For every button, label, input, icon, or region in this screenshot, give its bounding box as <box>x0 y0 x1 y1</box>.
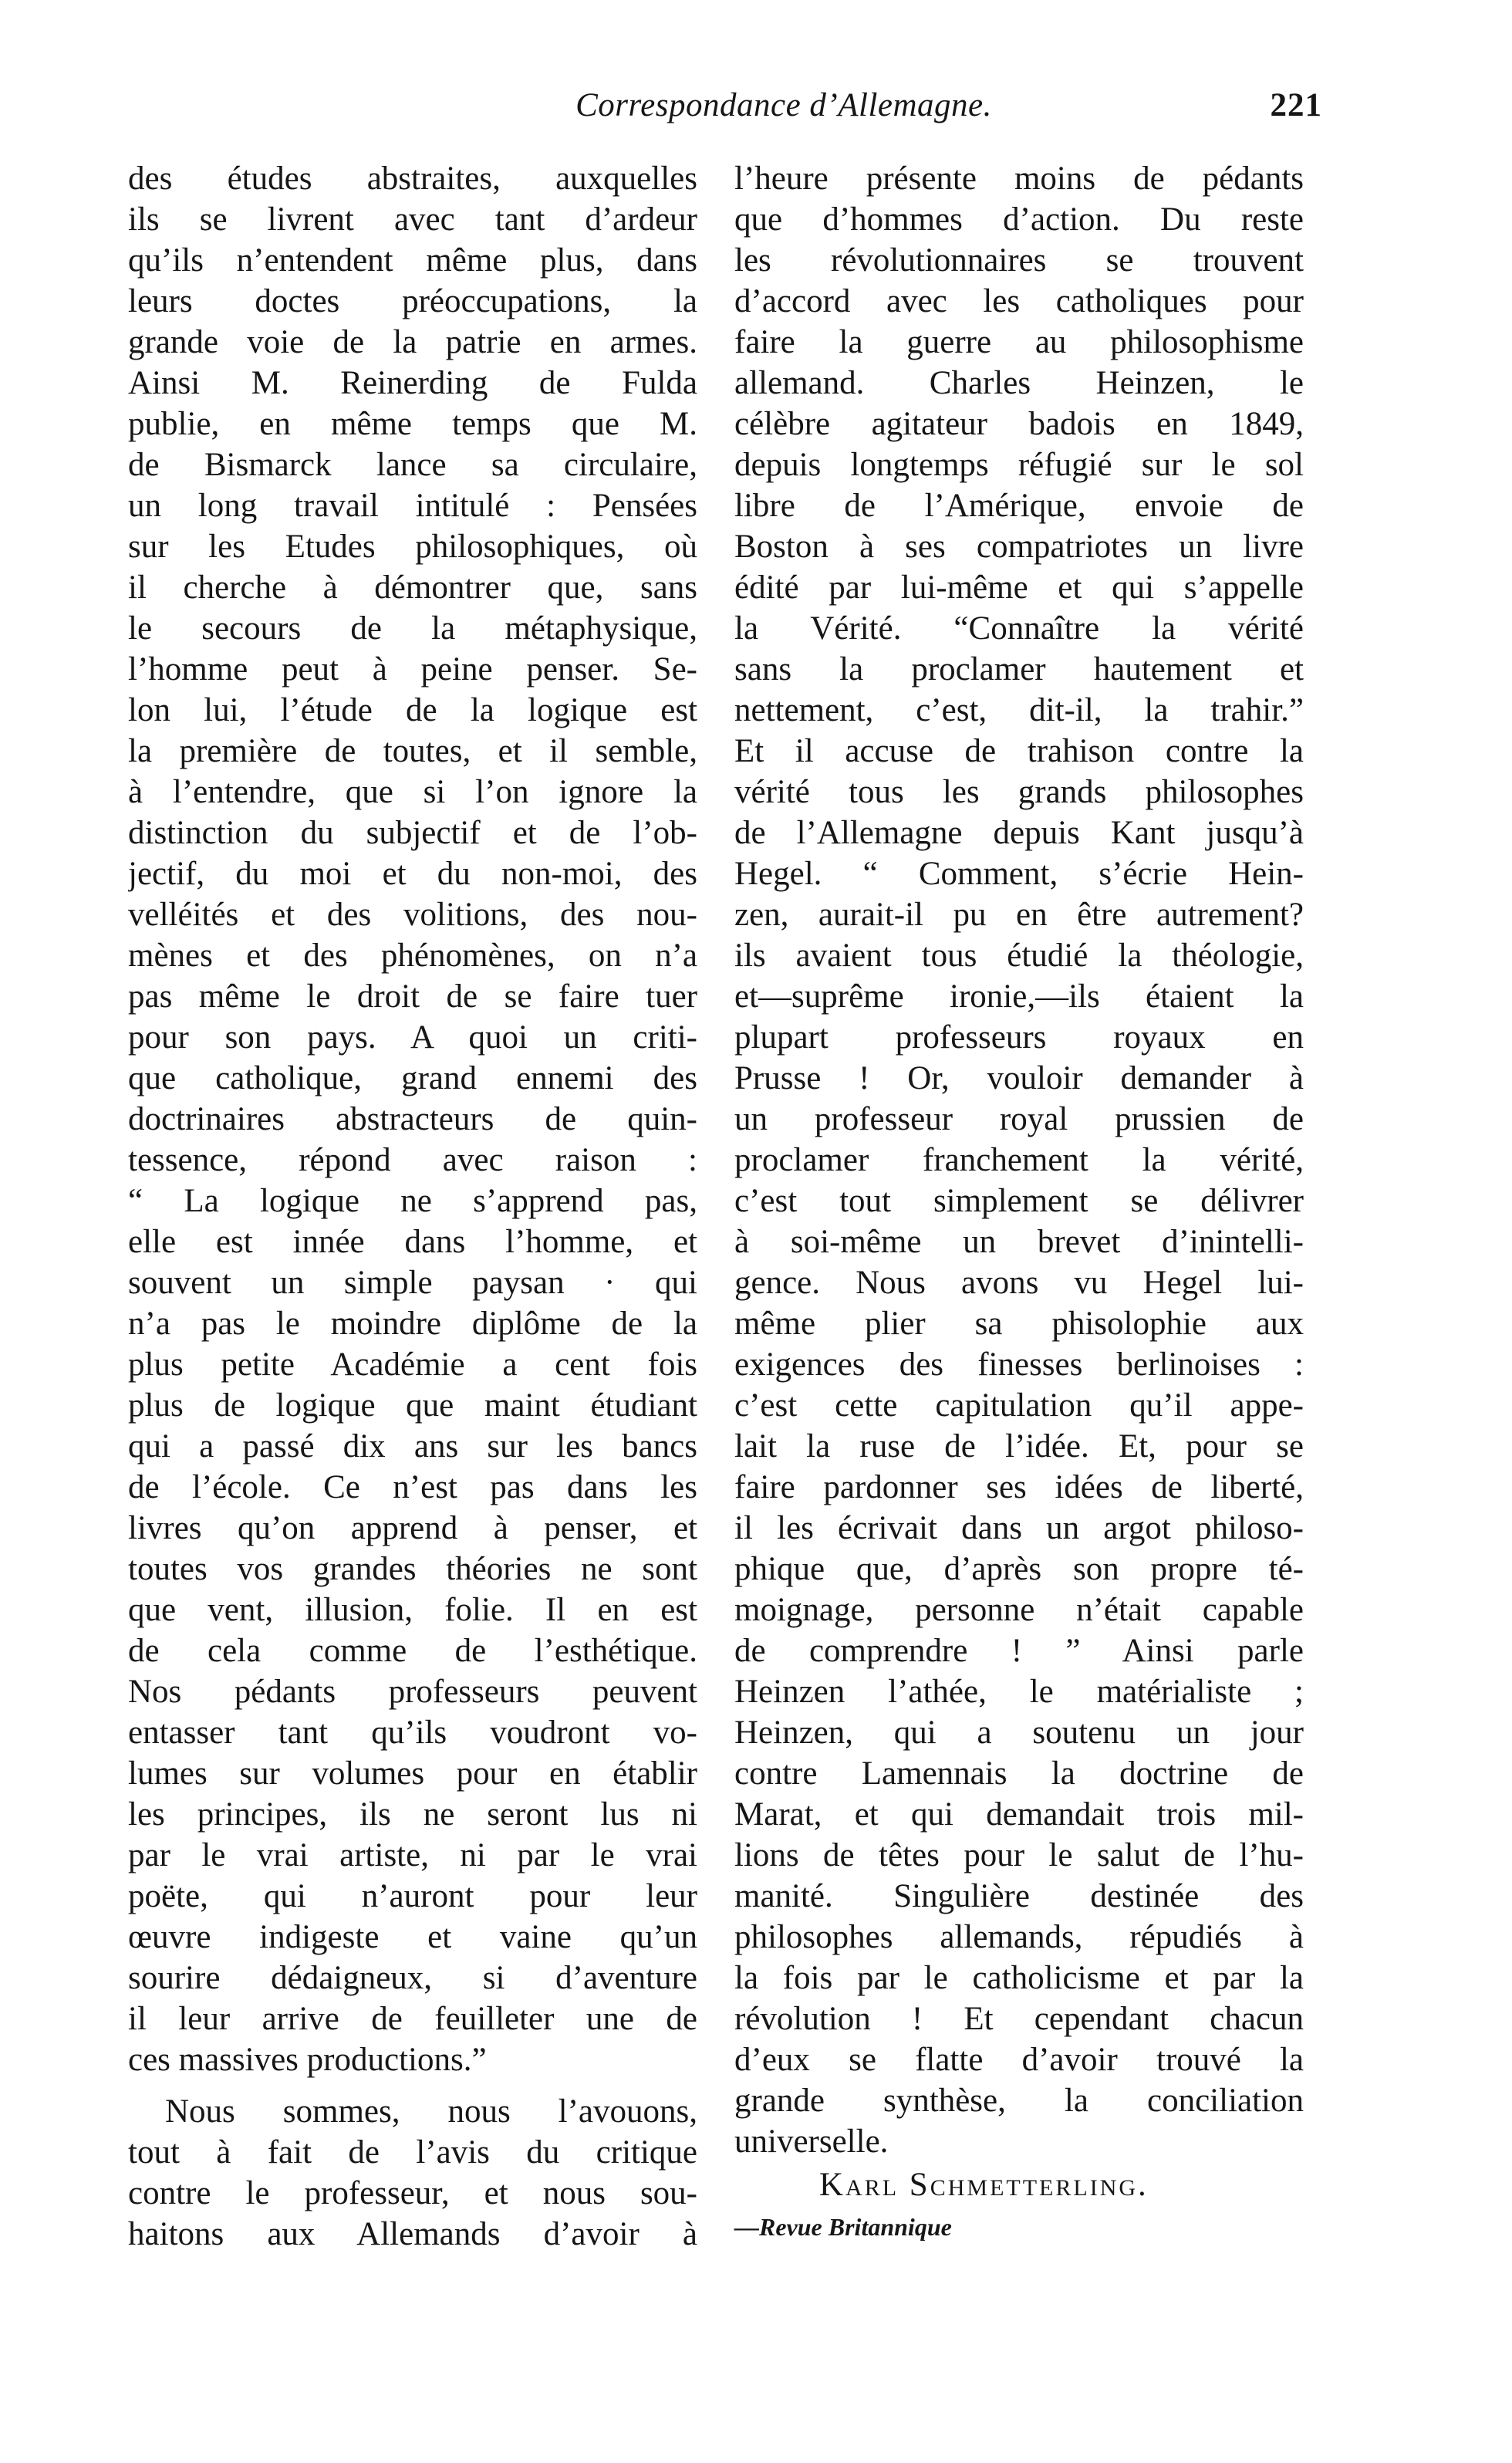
page-number: 221 <box>1270 87 1322 123</box>
text-line: poëte, qui n’auront pour leur <box>128 1878 697 1914</box>
text-line: pour son pays. A quoi un criti- <box>128 1019 697 1056</box>
text-line: l’heure présente moins de pédants <box>734 160 1304 197</box>
text-line: exigences des finesses berlinoises : <box>734 1346 1304 1383</box>
text-line: des études abstraites, auxquelles <box>128 160 697 197</box>
text-line: Et il accuse de trahison contre la <box>734 733 1304 769</box>
text-line: mènes et des phénomènes, on n’a <box>128 938 697 974</box>
text-line: ils se livrent avec tant d’ardeur <box>128 201 697 238</box>
text-line: à soi-même un brevet d’inintelli- <box>734 1224 1304 1260</box>
text-line: sourire dédaigneux, si d’aventure <box>128 1960 697 1996</box>
text-line: même plier sa phisolophie aux <box>734 1306 1304 1342</box>
text-line: à l’entendre, que si l’on ignore la <box>128 774 697 810</box>
text-line: plus petite Académie a cent fois <box>128 1346 697 1383</box>
running-head <box>128 86 1322 133</box>
text-line: manité. Singulière destinée des <box>734 1878 1304 1914</box>
text-line: phique que, d’après son propre té- <box>734 1551 1304 1587</box>
text-line: qui a passé dix ans sur les bancs <box>128 1428 697 1465</box>
text-line: entasser tant qu’ils voudront vo- <box>128 1715 697 1751</box>
text-line: lait la ruse de l’idée. Et, pour se <box>734 1428 1304 1465</box>
text-line: de l’Allemagne depuis Kant jusqu’à <box>734 815 1304 851</box>
text-line: universelle. <box>734 2123 889 2160</box>
text-line: velléités et des volitions, des nou- <box>128 897 697 933</box>
text-line: libre de l’Amérique, envoie de <box>734 488 1304 524</box>
text-line: jectif, du moi et du non-moi, des <box>128 856 697 892</box>
text-line: de l’école. Ce n’est pas dans les <box>128 1469 697 1505</box>
text-line: il leur arrive de feuilleter une de <box>128 2001 697 2037</box>
text-line: toutes vos grandes théories ne sont <box>128 1551 697 1587</box>
text-line: il les écrivait dans un argot philoso- <box>734 1510 1304 1546</box>
text-line: nettement, c’est, dit-il, la trahir.” <box>734 692 1304 728</box>
text-line: livres qu’on apprend à penser, et <box>128 1510 697 1546</box>
paragraph-gap <box>128 2080 697 2091</box>
text-line: édité par lui-même et qui s’appelle <box>734 569 1304 606</box>
text-line: ils avaient tous étudié la théologie, <box>734 938 1304 974</box>
text-line: la première de toutes, et il semble, <box>128 733 697 769</box>
text-line: doctrinaires abstracteurs de quin- <box>128 1101 697 1137</box>
text-line: depuis longtemps réfugié sur le sol <box>734 447 1304 483</box>
text-line: lon lui, l’étude de la logique est <box>128 692 697 728</box>
text-line: haitons aux Allemands d’avoir à <box>128 2216 697 2252</box>
text-line: de cela comme de l’esthétique. <box>128 1633 697 1669</box>
text-line: vérité tous les grands philosophes <box>734 774 1304 810</box>
text-line: allemand. Charles Heinzen, le <box>734 365 1304 401</box>
text-line: un professeur royal prussien de <box>734 1101 1304 1137</box>
text-line: faire pardonner ses idées de liberté, <box>734 1469 1304 1505</box>
text-line: d’accord avec les catholiques pour <box>734 283 1304 319</box>
text-line: qu’ils n’entendent même plus, dans <box>128 242 697 279</box>
running-title: Correspondance d’Allemagne. <box>575 87 992 123</box>
text-line: Marat, et qui demandait trois mil- <box>734 1796 1304 1833</box>
text-line: un long travail intitulé : Pensées <box>128 488 697 524</box>
text-line: par le vrai artiste, ni par le vrai <box>128 1837 697 1873</box>
text-line: publie, en même temps que M. <box>128 406 697 442</box>
text-line: lumes sur volumes pour en établir <box>128 1755 697 1792</box>
text-line: ces massives productions.” <box>128 2042 487 2078</box>
text-line: Boston à ses compatriotes un livre <box>734 529 1304 565</box>
text-line: grande synthèse, la conciliation <box>734 2083 1304 2119</box>
text-line: Nos pédants professeurs peuvent <box>128 1674 697 1710</box>
text-line: contre le professeur, et nous sou- <box>128 2175 697 2211</box>
text-line: il cherche à démontrer que, sans <box>128 569 697 606</box>
text-line: l’homme peut à peine penser. Se- <box>128 651 697 688</box>
text-line: Heinzen l’athée, le matérialiste ; <box>734 1674 1304 1710</box>
text-line: la fois par le catholicisme et par la <box>734 1960 1304 1996</box>
text-line: Hegel. “ Comment, s’écrie Hein- <box>734 856 1304 892</box>
text-line: les révolutionnaires se trouvent <box>734 242 1304 279</box>
text-line: pas même le droit de se faire tuer <box>128 978 697 1015</box>
text-line: proclamer franchement la vérité, <box>734 1142 1304 1178</box>
text-line: contre Lamennais la doctrine de <box>734 1755 1304 1792</box>
text-line: tout à fait de l’avis du critique <box>128 2134 697 2171</box>
text-line: lions de têtes pour le salut de l’hu- <box>734 1837 1304 1873</box>
right-column <box>734 158 1304 2245</box>
text-line: zen, aurait-il pu en être autrement? <box>734 897 1304 933</box>
source-citation: —Revue Britannique <box>734 2213 952 2241</box>
text-line: que vent, illusion, folie. Il en est <box>128 1592 697 1628</box>
text-line: c’est tout simplement se délivrer <box>734 1183 1304 1219</box>
text-line: souvent un simple paysan · qui <box>128 1265 697 1301</box>
text-line: le secours de la métaphysique, <box>128 610 697 647</box>
text-line: faire la guerre au philosophisme <box>734 324 1304 360</box>
text-line: tessence, répond avec raison : <box>128 1142 697 1178</box>
text-line: révolution ! Et cependant chacun <box>734 2001 1304 2037</box>
text-line: gence. Nous avons vu Hegel lui- <box>734 1265 1304 1301</box>
author-signature: Karl Schmetterling. <box>819 2167 1149 2203</box>
text-line: d’eux se flatte d’avoir trouvé la <box>734 2042 1304 2078</box>
text-line: œuvre indigeste et vaine qu’un <box>128 1919 697 1955</box>
text-line: Ainsi M. Reinerding de Fulda <box>128 365 697 401</box>
text-line: n’a pas le moindre diplôme de la <box>128 1306 697 1342</box>
text-line: de Bismarck lance sa circulaire, <box>128 447 697 483</box>
text-line: grande voie de la patrie en armes. <box>128 324 697 360</box>
text-line: distinction du subjectif et de l’ob- <box>128 815 697 851</box>
text-line: célèbre agitateur badois en 1849, <box>734 406 1304 442</box>
text-line: “ La logique ne s’apprend pas, <box>128 1183 697 1219</box>
text-line: de comprendre ! ” Ainsi parle <box>734 1633 1304 1669</box>
text-line: moignage, personne n’était capable <box>734 1592 1304 1628</box>
text-line: les principes, ils ne seront lus ni <box>128 1796 697 1833</box>
text-line: leurs doctes préoccupations, la <box>128 283 697 319</box>
text-line: et—suprême ironie,—ils étaient la <box>734 978 1304 1015</box>
text-line: que catholique, grand ennemi des <box>128 1060 697 1096</box>
text-line: elle est innée dans l’homme, et <box>128 1224 697 1260</box>
text-line: plus de logique que maint étudiant <box>128 1387 697 1424</box>
text-line: plupart professeurs royaux en <box>734 1019 1304 1056</box>
text-line: c’est cette capitulation qu’il appe- <box>734 1387 1304 1424</box>
text-line: sur les Etudes philosophiques, où <box>128 529 697 565</box>
text-line: que d’hommes d’action. Du reste <box>734 201 1304 238</box>
text-line: Nous sommes, nous l’avouons, <box>165 2093 697 2130</box>
text-line: Heinzen, qui a soutenu un jour <box>734 1715 1304 1751</box>
text-line: philosophes allemands, répudiés à <box>734 1919 1304 1955</box>
text-line: la Vérité. “Connaître la vérité <box>734 610 1304 647</box>
left-column <box>128 158 697 2255</box>
text-line: Prusse ! Or, vouloir demander à <box>734 1060 1304 1096</box>
text-line: sans la proclamer hautement et <box>734 651 1304 688</box>
